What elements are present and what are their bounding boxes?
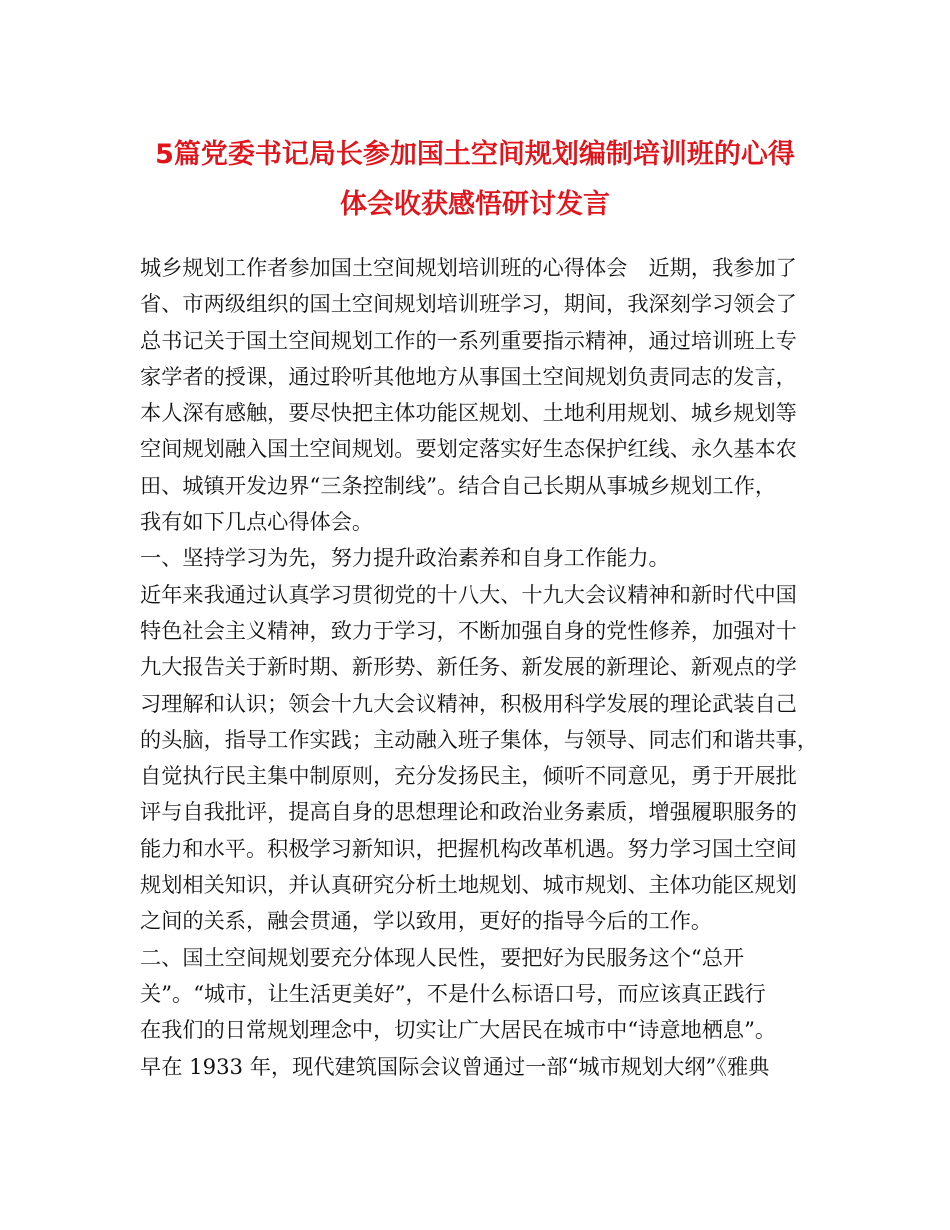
body-line: 一、坚持学习为先，努力提升政治素养和自身工作能力。 — [140, 545, 670, 571]
document-title — [100, 130, 850, 230]
body-line: 在我们的日常规划理念中，切实让广大居民在城市中“诗意地栖息”。 — [140, 1017, 777, 1043]
body-line: 的头脑，指导工作实践；主动融入班子集体，与领导、同志们和谐共事， — [140, 726, 819, 752]
body-line: 空间规划融入国土空间规划。要划定落实好生态保护红线、永久基本农 — [140, 436, 797, 462]
body-line: 特色社会主义精神，致力于学习，不断加强自身的党性修养，加强对十 — [140, 617, 797, 643]
title-line-1: 5篇党委书记局长参加国土空间规划编制培训班的心得 — [155, 139, 795, 170]
body-line: 总书记关于国土空间规划工作的一系列重要指示精神，通过培训班上专 — [140, 327, 797, 353]
body-line: 我有如下几点心得体会。 — [140, 509, 374, 535]
body-line: 早在 1933 年，现代建筑国际会议曾通过一部“城市规划大纲”《雅典 — [140, 1053, 770, 1079]
body-line: 本人深有感触，要尽快把主体功能区规划、土地利用规划、城乡规划等 — [140, 400, 797, 426]
body-line: 评与自我批评，提高自身的思想理论和政治业务素质，增强履职服务的 — [140, 799, 797, 825]
body-line: 能力和水平。积极学习新知识，把握机构改革机遇。努力学习国土空间 — [140, 835, 797, 861]
body-line: 规划相关知识，并认真研究分析土地规划、城市规划、主体功能区规划 — [140, 872, 797, 898]
title-line-2: 体会收获感悟研讨发言 — [340, 189, 610, 220]
body-line: 二、国土空间规划要充分体现人民性，要把好为民服务这个“总开 — [140, 944, 745, 970]
body-line: 家学者的授课，通过聆听其他地方从事国土空间规划负责同志的发言， — [140, 363, 797, 389]
body-line: 省、市两级组织的国土空间规划培训班学习，期间，我深刻学习领会了 — [140, 291, 797, 317]
body-line: 之间的关系，融会贯通，学以致用，更好的指导今后的工作。 — [140, 908, 713, 934]
body-line: 习理解和认识；领会十九大会议精神，积极用科学发展的理论武装自己 — [140, 690, 797, 716]
body-line: 自觉执行民主集中制原则，充分发扬民主，倾听不同意见，勇于开展批 — [140, 763, 797, 789]
body-line: 九大报告关于新时期、新形势、新任务、新发展的新理论、新观点的学 — [140, 654, 797, 680]
body-line: 近年来我通过认真学习贯彻党的十八大、十九大会议精神和新时代中国 — [140, 581, 797, 607]
body-line: 城乡规划工作者参加国土空间规划培训班的心得体会 近期，我参加了 — [140, 255, 797, 280]
body-line: 关”。“城市，让生活更美好”，不是什么标语口号，而应该真正践行 — [140, 980, 766, 1006]
body-line: 田、城镇开发边界“三条控制线”。结合自己长期从事城乡规划工作， — [140, 472, 777, 498]
document-body — [140, 250, 830, 1085]
